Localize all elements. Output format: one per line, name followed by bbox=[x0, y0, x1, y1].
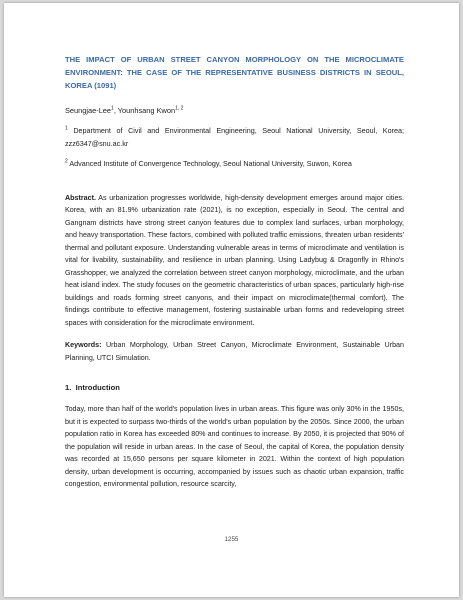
affiliation-1 bbox=[65, 125, 404, 150]
author-line bbox=[65, 106, 404, 116]
author-2-affiliation-mark: 1, 2 bbox=[175, 105, 184, 112]
author-1-name: Seungjae-Lee bbox=[65, 106, 112, 115]
affiliation-1-mark: 1 bbox=[65, 125, 68, 132]
affiliation-2-mark: 2 bbox=[65, 158, 68, 165]
author-1-affiliation-mark: 1 bbox=[111, 105, 114, 112]
section-heading-introduction bbox=[65, 382, 404, 394]
affiliation-2-text: Advanced Institute of Convergence Technology, Seoul National University, Suwon, Korea bbox=[67, 159, 352, 168]
page-content bbox=[65, 53, 404, 491]
affiliation-2 bbox=[65, 158, 404, 171]
keywords-paragraph bbox=[65, 339, 404, 364]
affiliation-1-text: Department of Civil and Environmental Engineering, Seoul National University, Seoul, Korea; zzz6347@snu.ac.kr bbox=[65, 126, 404, 148]
author-2-name: Younhsang Kwon bbox=[117, 106, 176, 115]
abstract-text: As urbanization progresses worldwide, high-density development emerges around major cities. Korea, with an 81.9% urbanization rate (2021), is no exception, especially in Seoul. The central and Gangnam districts have strong street canyon features due to complex land surfaces, urban morphology, and heavy transportation. These factors, combined with polluted traffic emissions, threaten urban residents' thermal and pollutant exposure. Understanding vulnerable areas in terms of microclimate and ventilation is vital for livability, sustainability, and resilience in urban planning. Using Ladybug & Dragonfly in Rhino's Grasshopper, we analyzed the correlation between street canyon morphology, microclimate, and the urban heat island index. The study focuses on the geometric characteristics of urban spaces, particularly high-rise buildings and roads forming street canyons, and their impact on microclimate(thermal comfort). The findings contribute to effective management, fostering sustainable urban forms and redeveloping street spaces with consideration for the microclimate environment. bbox=[65, 193, 404, 327]
introduction-paragraph: Today, more than half of the world's population lives in urban areas. This figure was only 30% in the 1950s, but it is expected to surpass two-thirds of the world's urban population by the 2050s. Since 2000, the urban population ratio in Korea has exceeded 80% and continues to increase. By 2050, it is projected that 90% of the population will reside in urban areas. In the case of Seoul, the capital of Korea, the population density was recorded at 15,650 persons per square kilometer in 2021. Within the context of high population density, urban development is occurring, accompanied by issues such as chaotic urban expansion, traffic congestion, environmental pollution, resource scarcity, bbox=[65, 405, 404, 488]
page-number: 1255 bbox=[224, 536, 239, 543]
author-separator: , bbox=[113, 106, 118, 115]
abstract-paragraph bbox=[65, 192, 404, 330]
section-title: Introduction bbox=[75, 383, 120, 392]
paper-title: THE IMPACT OF URBAN STREET CANYON MORPHOLOGY ON THE MICROCLIMATE ENVIRONMENT: THE CASE OF THE REPRESENTATIVE BUSINESS DISTRICTS IN SEOUL, KOREA (1091) bbox=[65, 55, 404, 90]
document-page bbox=[4, 3, 459, 597]
abstract-label: Abstract. bbox=[65, 193, 96, 202]
keywords-label: Keywords: bbox=[65, 341, 102, 349]
section-number: 1. bbox=[65, 383, 72, 392]
keywords-text: Urban Morphology, Urban Street Canyon, Microclimate Environment, Sustainable Urban Planning, UTCI Simulation. bbox=[65, 341, 404, 362]
